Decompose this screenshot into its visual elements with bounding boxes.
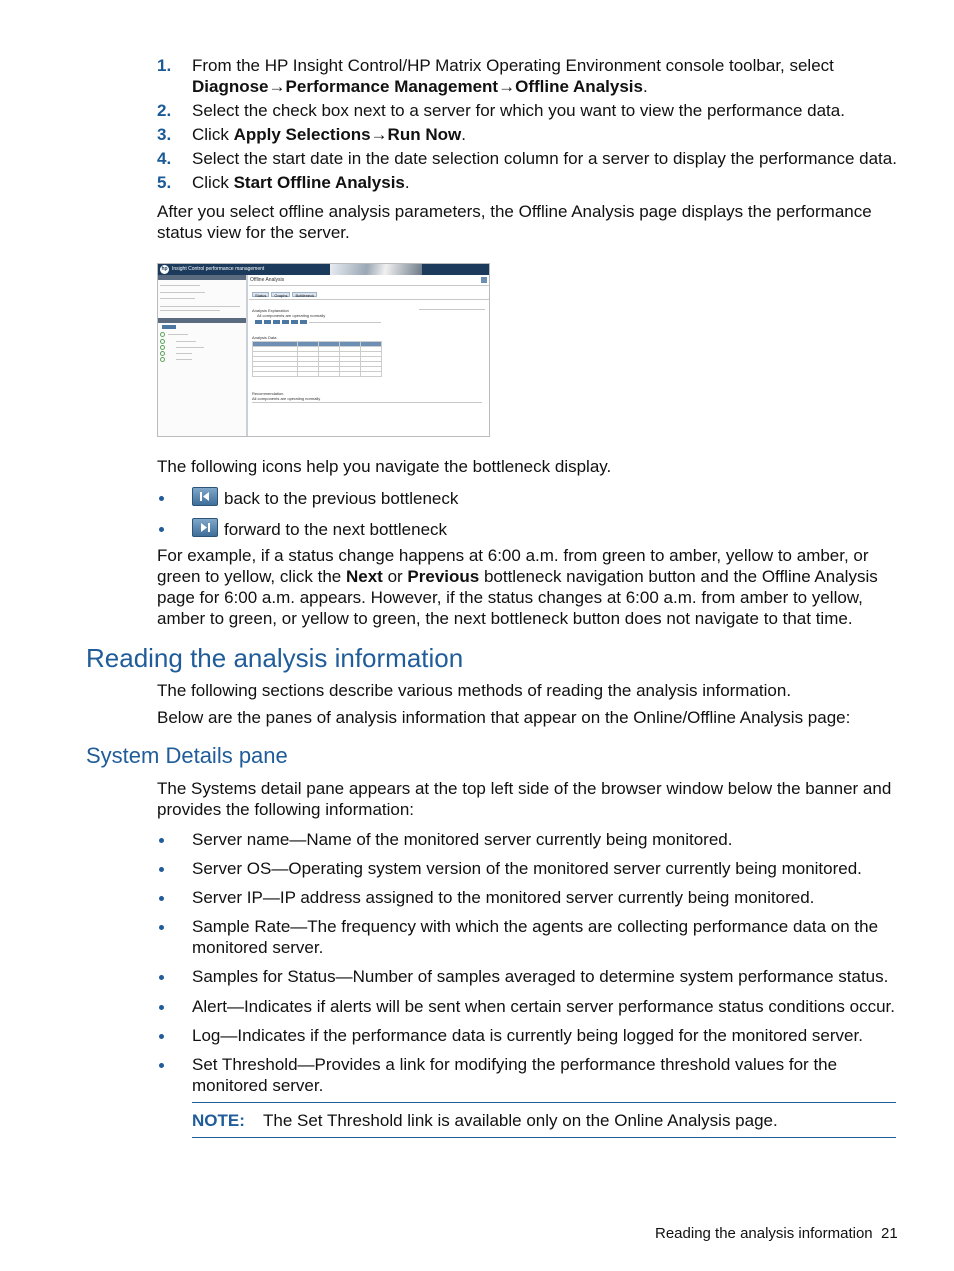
list-item: forward to the next bottleneck — [157, 518, 857, 540]
screenshot-analysis-data: Analysis Data — [252, 335, 277, 340]
menu-path-run-now: Run Now — [387, 125, 462, 144]
next-button-name: Next — [345, 567, 383, 586]
list-item: Sample Rate—The frequency with which the agents are collecting performance data on the monitored server. — [157, 916, 899, 958]
screenshot-page-title: Offline Analysis — [250, 277, 285, 283]
subsection-paragraph: The Systems detail pane appears at the top left side of the browser window below the banner and provides the following information: — [157, 779, 892, 819]
step-number: 4. — [157, 149, 172, 168]
hp-logo-icon: hp — [161, 266, 168, 272]
step-number: 5. — [157, 173, 172, 192]
page-number: 21 — [881, 1225, 898, 1242]
section-paragraph-1: The following sections describe various methods of reading the analysis information. — [157, 681, 792, 700]
note-text: The Set Threshold link is available only on the Online Analysis page. — [263, 1111, 778, 1130]
footer-title: Reading the analysis information — [655, 1225, 873, 1242]
screenshot-system-details-pane — [158, 275, 248, 436]
steps-list — [157, 55, 917, 196]
list-item: Set Threshold—Provides a link for modifying the performance threshold values for the monitored server. — [157, 1054, 899, 1096]
section-heading: Reading the analysis information — [86, 643, 464, 673]
screenshot-tab-graphs: Graphs — [271, 292, 290, 297]
screenshot-recommendation: Recommendation — [252, 391, 284, 396]
icons-intro: The following icons help you navigate the bottleneck display. — [157, 457, 612, 476]
offline-analysis-screenshot — [157, 263, 490, 437]
screenshot-tab-status: Status — [252, 292, 269, 297]
banner-image — [330, 264, 422, 275]
list-item: back to the previous bottleneck — [157, 487, 857, 509]
pane-header — [158, 275, 246, 280]
back-bottleneck-icon — [192, 487, 218, 506]
menu-path-diagnose: Diagnose — [192, 77, 269, 96]
step-number: 3. — [157, 125, 172, 144]
forward-bottleneck-icon — [192, 518, 218, 537]
menu-path-performance-management: Performance Management — [285, 77, 499, 96]
step-number: 2. — [157, 101, 172, 120]
section-paragraph-2: Below are the panes of analysis information that appear on the Online/Offline Analysis page: — [157, 708, 851, 727]
screenshot-banner — [158, 264, 489, 275]
menu-path-apply-selections: Apply Selections — [233, 125, 371, 144]
list-item: Samples for Status—Number of samples averaged to determine system performance status. — [157, 966, 899, 987]
icon-list — [157, 487, 857, 540]
list-item: Server IP—IP address assigned to the monitored server currently being monitored. — [157, 887, 899, 908]
example-paragraph: For example, if a status change happens at 6:00 a.m. from green to amber, yellow to amber, or green to yellow, click the Next or Previous bottleneck navigation button and the Offline Analysis page for 6:00 a.m. appears. However, if the status changes at 6:00 a.m. from amber to yellow, amber to green, or yellow to green, the next bottleneck button does not navigate to that time. — [157, 546, 878, 628]
step-4: 4. Select the start date in the date selection column for a server to display the performance data. — [157, 149, 897, 168]
subsection-heading: System Details pane — [86, 743, 288, 768]
previous-button-name: Previous — [407, 567, 480, 586]
screenshot-tab-bottleneck: Bottleneck — [292, 292, 317, 297]
details-list — [157, 829, 899, 1096]
note-box — [192, 1102, 896, 1138]
menu-path-offline-analysis: Offline Analysis — [515, 77, 643, 96]
step-1: 1. From the HP Insight Control/HP Matrix Operating Environment console toolbar, select Diagnose→Performance Management→Offline Analysis. — [157, 56, 834, 96]
screenshot-analysis-pane — [249, 275, 489, 436]
step-3: 3. Click Apply Selections→Run Now. — [157, 125, 466, 144]
screenshot-analysis-note: All components are operating normally — [257, 313, 326, 318]
after-steps-paragraph: After you select offline analysis parameters, the Offline Analysis page displays the performance status view for the server. — [157, 202, 872, 242]
screenshot-rec-note: All components are operating normally — [252, 396, 321, 401]
screenshot-analysis-explanation: Analysis Explanation — [252, 308, 289, 313]
step-2: 2. Select the check box next to a server for which you want to view the performance data. — [157, 101, 845, 120]
screenshot-banner-title: Insight Control performance management — [172, 266, 265, 272]
step-5: 5. Click Start Offline Analysis. — [157, 173, 410, 192]
screenshot-data-table — [252, 341, 382, 377]
list-item: Server OS—Operating system version of the monitored server currently being monitored. — [157, 858, 899, 879]
note-label: NOTE: — [192, 1111, 245, 1130]
button-name-start-offline-analysis: Start Offline Analysis — [233, 173, 405, 192]
list-item: Alert—Indicates if alerts will be sent when certain server performance status conditions occur. — [157, 996, 899, 1017]
list-item: Log—Indicates if the performance data is currently being logged for the monitored server. — [157, 1025, 899, 1046]
step-number: 1. — [157, 56, 172, 75]
list-item: Server name—Name of the monitored server currently being monitored. — [157, 829, 899, 850]
